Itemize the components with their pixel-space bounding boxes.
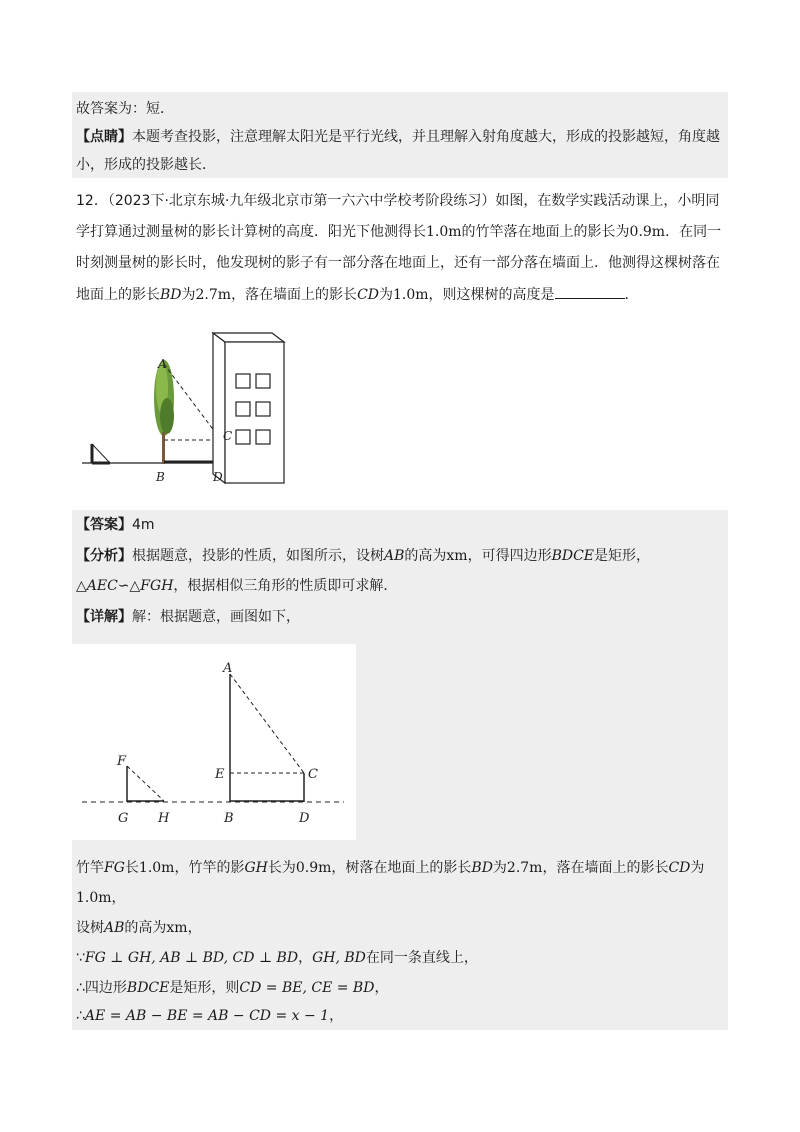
analysis-text-a: 根据题意，投影的性质，如图所示，设树: [132, 548, 384, 564]
s6-t: ，: [329, 1008, 344, 1024]
s5-t3: ，: [374, 980, 389, 996]
solution-line-4: [76, 948, 478, 968]
s1-c: ，竹竿的影: [174, 860, 245, 876]
detail-line: [76, 607, 300, 627]
point-tag: 【点睛】: [76, 129, 132, 145]
solution-line-3: [76, 918, 202, 938]
q2-math-1: 1.0m: [426, 224, 462, 240]
s1-h: 为: [690, 860, 705, 876]
s2-m: 1.0m: [76, 890, 112, 906]
pole-sun-ray: [92, 444, 110, 463]
analysis-text-d: 是矩形，: [594, 548, 651, 564]
s1-fg: FG: [104, 860, 125, 876]
tree-icon: [154, 360, 174, 464]
s1-f: 为: [492, 860, 507, 876]
question-line-4: [76, 284, 639, 305]
similar-triangles: △AEC∽△FGH: [76, 578, 174, 594]
tree-building-figure: [80, 328, 300, 488]
analysis-text-b: 的高为: [404, 548, 447, 564]
s1-m3: 2.7m: [506, 860, 543, 876]
analysis-tag: 【分析】: [76, 548, 132, 564]
point-line-1: [76, 127, 720, 147]
q2-text-b: 的竹竿落在地面上的影长为: [461, 224, 630, 240]
fig2-label-B: B: [224, 811, 234, 826]
fig1-label-D: D: [213, 470, 223, 484]
s5-m: CD = BE, CE = BD: [239, 980, 375, 996]
s3-c: ，: [187, 920, 202, 936]
fig2-label-E: E: [215, 767, 225, 782]
fig2-label-A: A: [223, 661, 233, 676]
s5-t2: 是矩形，则: [169, 980, 240, 996]
analysis-quad: BDCE: [551, 548, 595, 564]
answer-line: [76, 515, 155, 535]
s4-m2: GH, BD: [312, 950, 366, 966]
question-line-1: [76, 191, 719, 211]
fig1-label-B: B: [156, 470, 165, 484]
fig2-label-D: D: [299, 811, 310, 826]
point-line-2: 小，形成的投影越长．: [76, 157, 216, 173]
fig2-label-G: G: [118, 811, 129, 826]
s6-m: AE = AB − BE = AB − CD = x − 1: [84, 1008, 330, 1024]
analysis-line-2: [76, 576, 397, 596]
fig1-label-A: A: [158, 357, 167, 371]
s1-a: 竹竿: [76, 860, 104, 876]
s1-m2: 0.9m: [295, 860, 332, 876]
s5-t1: 四边形: [84, 980, 127, 996]
answer-tag: 【答案】: [76, 517, 132, 533]
detail-text: 解：根据题意，画图如下，: [132, 609, 300, 625]
q4-text-b: 为: [181, 287, 196, 303]
s1-e: ，树落在地面上的影长: [331, 860, 472, 876]
prev-answer-line: 故答案为：短．: [76, 101, 174, 117]
solution-line-5: [76, 978, 388, 998]
solution-diagram: [72, 644, 356, 840]
building-front: [225, 342, 284, 483]
question-line-2: [76, 222, 721, 242]
s3-x: xm: [166, 920, 188, 936]
question-number: 12．: [76, 193, 108, 209]
detail-tag: 【详解】: [76, 609, 132, 625]
analysis-x: xm: [446, 548, 468, 564]
fig2-label-F: F: [117, 754, 127, 769]
s2-t: ，: [111, 890, 126, 906]
s3-a: 设树: [76, 920, 104, 936]
s4-t2: 在同一条直线上，: [365, 950, 478, 966]
question-text-1: （2023下·北京东城·九年级北京市第一六六中学校考阶段练习）如图，在数学实践活动课上，小明同: [107, 193, 720, 209]
building-top: [213, 333, 284, 342]
s3-b: 的高为: [124, 920, 167, 936]
q2-text-a: 学打算通过测量树的影长计算树的高度．阳光下他测得长: [76, 224, 426, 240]
q4-text-e: ，则这棵树的高度是: [428, 287, 555, 303]
analysis-ab: AB: [384, 548, 405, 564]
s1-bd: BD: [471, 860, 493, 876]
solution-line-2: [76, 888, 126, 908]
question-line-3: 时刻测量树的影长时，他发现树的影子有一部分落在地面上，还有一部分落在墙面上．他测得这棵树落在: [76, 255, 720, 271]
q4-text-f: ．: [624, 287, 639, 303]
s1-b: 长: [124, 860, 139, 876]
answer-blank: [555, 284, 625, 299]
s4-t1: ，: [298, 950, 313, 966]
s1-g: ，落在墙面上的影长: [542, 860, 669, 876]
analysis-line-1: [76, 546, 650, 566]
therefore-symbol-2: ∴: [76, 1008, 85, 1024]
analysis-text-c: ，可得四边形: [467, 548, 552, 564]
s1-cd: CD: [668, 860, 691, 876]
q4-bd: BD: [160, 287, 182, 303]
answer-value: 4m: [132, 517, 155, 533]
q4-text-a: 地面上的影长: [76, 287, 160, 303]
therefore-symbol: ∴: [76, 980, 85, 996]
fig1-label-C: C: [223, 429, 233, 443]
solution-line-6: [76, 1006, 343, 1026]
q4-cd: CD: [357, 287, 379, 303]
q4-text-d: 为: [379, 287, 393, 303]
because-symbol: ∵: [76, 950, 85, 966]
point-text-1: 本题考查投影，注意理解太阳光是平行光线，并且理解入射角度越大，形成的投影越短，角度越: [132, 129, 720, 145]
s5-q: BDCE: [126, 980, 170, 996]
fig2-label-C: C: [308, 767, 318, 782]
s4-m1: FG ⊥ GH, AB ⊥ BD, CD ⊥ BD: [84, 950, 299, 966]
analysis-text-2: ，根据相似三角形的性质即可求解．: [173, 578, 398, 594]
s3-ab: AB: [104, 920, 125, 936]
q4-math-1: 2.7m: [195, 287, 232, 303]
s1-m1: 1.0m: [138, 860, 175, 876]
q2-math-2: 0.9m: [629, 224, 666, 240]
s1-d: 长为: [267, 860, 296, 876]
q2-text-c: ．在同一: [665, 224, 722, 240]
fig2-label-H: H: [158, 811, 170, 826]
q4-text-c: ，落在墙面上的影长: [231, 287, 358, 303]
solution-line-1: [76, 858, 704, 878]
building-side: [213, 333, 225, 483]
s1-gh: GH: [244, 860, 268, 876]
q4-math-2: 1.0m: [393, 287, 429, 303]
